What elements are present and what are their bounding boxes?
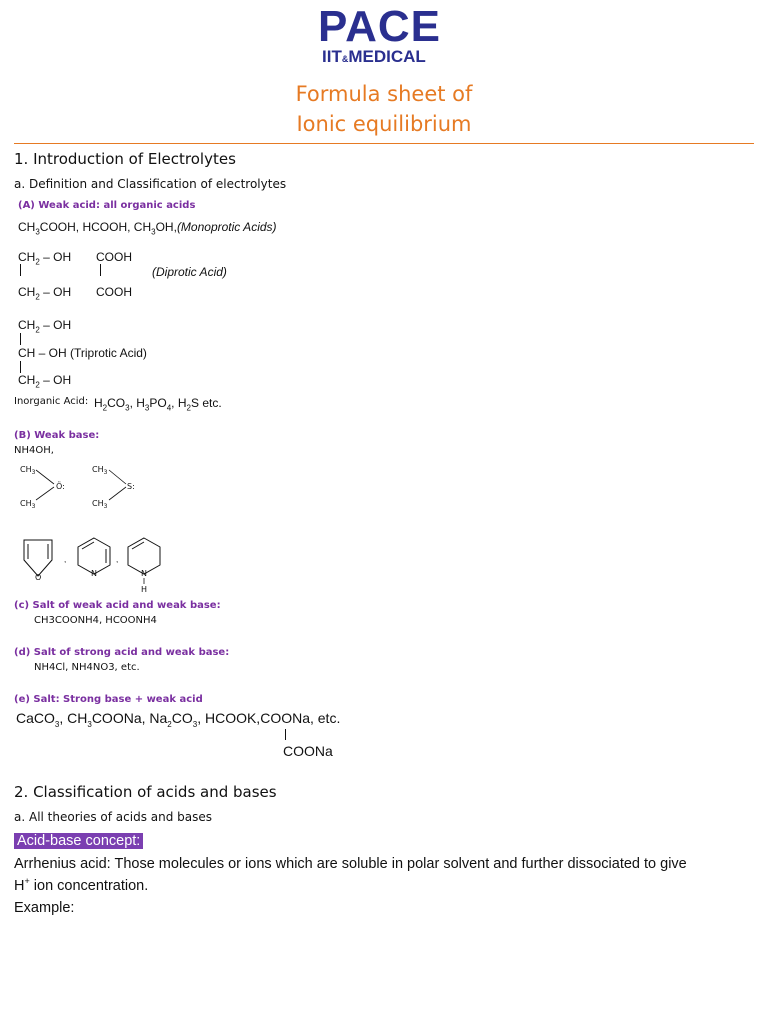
triprotic-middle: CH – OH (Triprotic Acid) xyxy=(18,346,147,360)
triprotic-top: $CH_2$ – OH xyxy=(18,318,72,335)
section1-subheading: a. Definition and Classification of electrolytes xyxy=(14,177,287,191)
salt-strong-weak-items: NH4Cl, NH4NO3, etc. xyxy=(34,662,140,673)
logo-medical-text: MEDICAL xyxy=(348,47,426,66)
section2-heading: 2. Classification of acids and bases xyxy=(14,783,277,801)
salt-branch-coona: COONa xyxy=(283,743,333,759)
weak-acid-label: (A) Weak acid: all organic acids xyxy=(18,200,196,211)
salt-strong-weak-label: (d) Salt of strong acid and weak base: xyxy=(14,647,230,658)
svg-text:CH3: $CH_3$ xyxy=(92,499,108,510)
triprotic-bond-top xyxy=(20,333,21,345)
logo-pace: PACE xyxy=(318,2,441,51)
monoprotic-label: (Monoprotic Acids) xyxy=(176,220,277,234)
arrhenius-definition: Arrhenius acid: Those molecules or ions which are soluble in polar solvent and further dissociated to give xyxy=(14,856,687,872)
inorganic-etc: etc. xyxy=(202,396,222,410)
diprotic-top-left: $CH_2$ – OH xyxy=(18,250,72,267)
svg-text:CH3: $CH_3$ xyxy=(20,465,36,476)
weak-base-item: NH4OH, xyxy=(14,445,54,456)
ether-thioether-structures xyxy=(14,460,174,510)
salt-weak-weak-items: CH3COONH4, HCOONH4 xyxy=(34,615,157,626)
svg-text:O: O xyxy=(35,573,42,582)
salt-weak-weak-label: (c) Salt of weak acid and weak base: xyxy=(14,600,221,611)
section2-subheading: a. All theories of acids and bases xyxy=(14,810,213,824)
heterocycle-structures xyxy=(14,532,174,594)
svg-text:Ö:: Ö: xyxy=(56,482,65,491)
acid-base-concept-highlight: Acid-base concept: xyxy=(14,833,143,849)
salt-formula-tail: COONa, etc. xyxy=(260,710,341,726)
inorganic-acid-label: Inorganic Acid: xyxy=(14,396,89,407)
logo-iit-medical xyxy=(322,47,426,67)
diprotic-label: (Diprotic Acid) xyxy=(152,265,227,279)
triprotic-bottom: $CH_2$ – OH xyxy=(18,373,72,390)
svg-text:H: H xyxy=(141,585,148,594)
diprotic-bond-right xyxy=(100,264,101,276)
title-divider xyxy=(14,143,754,144)
title-line-2: Ionic equilibrium xyxy=(296,112,472,136)
diprotic-bond-left xyxy=(20,264,21,276)
svg-text:,: , xyxy=(116,555,119,564)
example-label: Example: xyxy=(14,900,75,916)
monoprotic-formula: $CH_3COOH$, HCOOH, $CH_3OH,(Monoprotic$ Acids) xyxy=(18,220,277,237)
svg-text:CH3: $CH_3$ xyxy=(20,499,36,510)
diprotic-bottom-right: COOH xyxy=(96,285,132,299)
title-line-1: Formula sheet of xyxy=(295,82,473,106)
svg-text:N: N xyxy=(91,569,97,578)
diprotic-bottom-left: $CH_2$ – OH xyxy=(18,285,72,302)
salt-branch-bond xyxy=(285,729,286,740)
salt-strong-base-formulas: CaCO$_3$, $CH_3COONa$, $Na_2CO_3$, HCOOK,COONa, etc. xyxy=(16,710,341,729)
arrhenius-definition-cont: H+ ion concentration. xyxy=(14,876,149,894)
salt-strong-base-weak-acid-label: (e) Salt: Strong base + weak acid xyxy=(14,694,203,705)
svg-text:N: N xyxy=(141,569,147,578)
section1-heading: 1. Introduction of Electrolytes xyxy=(14,150,236,168)
acid-base-concept-heading xyxy=(14,833,143,849)
diprotic-top-right: COOH xyxy=(96,250,132,264)
weak-base-label: (B) Weak base: xyxy=(14,430,100,441)
arrhenius-definition-cont-text: ion concentration. xyxy=(33,877,149,894)
svg-text:S:: S: xyxy=(127,482,135,491)
triprotic-bond-bottom xyxy=(20,361,21,373)
triprotic-label: (Triprotic Acid) xyxy=(70,346,147,360)
svg-text:,: , xyxy=(64,555,67,564)
inorganic-acid-formulas: $H_2CO_3$, $H_3PO_4$, $H_2S$ etc. xyxy=(94,396,222,413)
svg-text:CH3: $CH_3$ xyxy=(92,465,108,476)
logo-amp: & xyxy=(341,54,349,64)
logo-iit-text: IIT xyxy=(322,47,342,66)
